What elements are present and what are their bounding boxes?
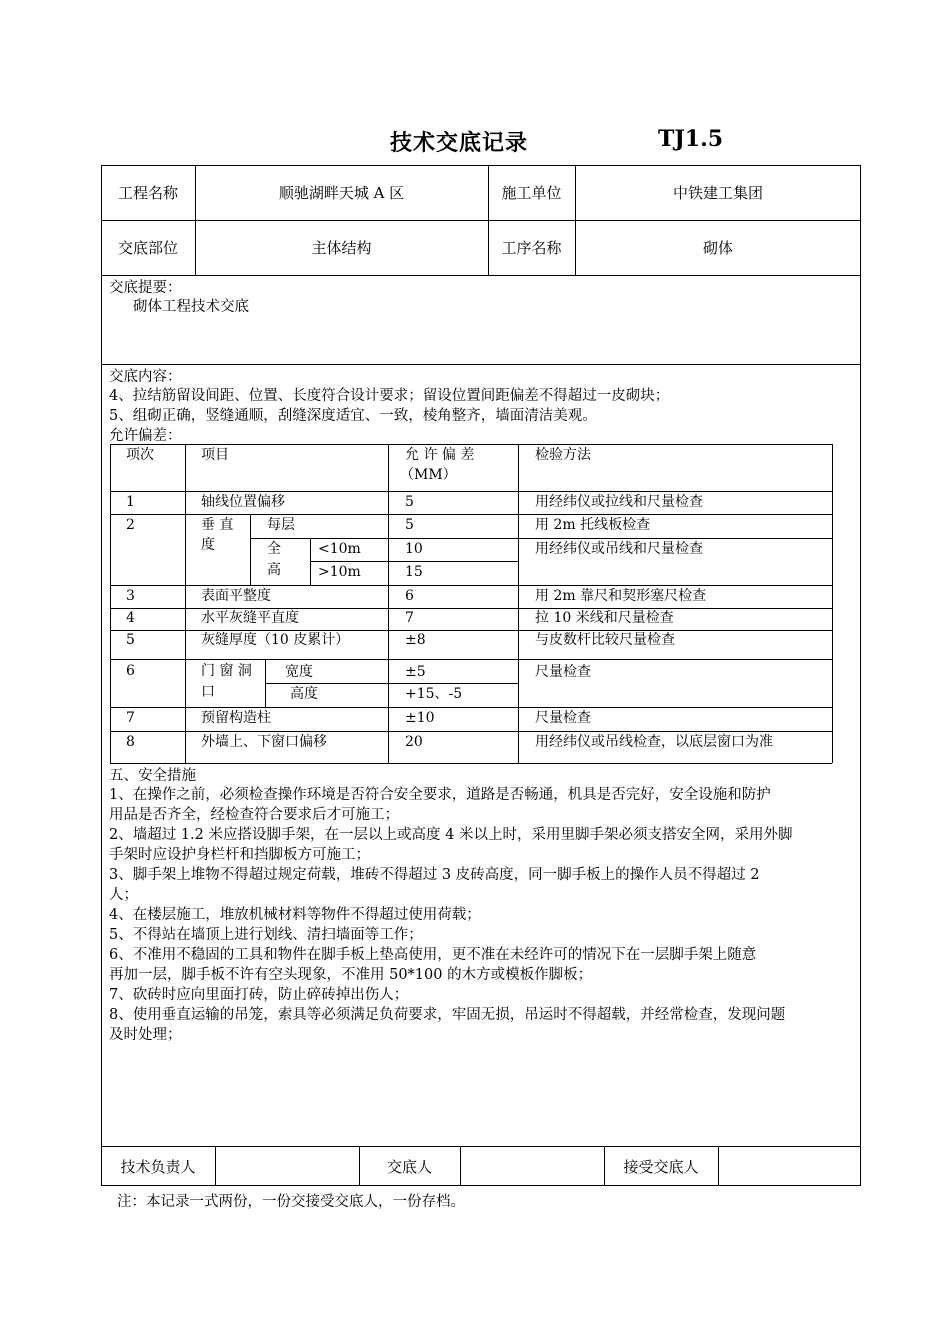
row-tolerance: ±5 [405,664,426,680]
page-title: 技术交底记录 [390,130,529,156]
row-tolerance: 10 [405,541,423,557]
row-tolerance: ±8 [405,632,426,648]
safety-line: 3、脚手架上堆物不得超过规定荷载，堆砖不得超过 3 皮砖高度，同一脚手板上的操作人员不得超过 2 [109,867,760,883]
col-header-no: 项次 [126,447,154,463]
tech-lead-label: 技术负责人 [120,1157,196,1176]
unit-value: 中铁建工集团 [672,184,763,202]
content-label: 交底内容： [109,369,182,385]
summary-text: 砌体工程技术交底 [133,299,249,315]
row-no: 6 [126,663,135,679]
row-subitem: 全 [267,541,281,557]
part-label: 交底部位 [117,239,178,257]
divider [101,364,861,365]
row-method: 用 2m 靠尺和契形塞尺检查 [535,588,707,604]
row-item: 垂 直 [201,517,234,533]
content-line: 5、组砌正确，竖缝通顺，刮缝深度适宜、一致，棱角整齐，墙面清洁美观。 [109,408,597,424]
safety-line: 4、在楼层施工，堆放机械材料等物件不得超过使用荷载； [109,907,481,923]
row-tolerance: 5 [405,517,414,533]
row-method: 拉 10 米线和尺量检查 [535,610,674,626]
row-subitem: 高 [267,562,281,578]
row-item: 表面平整度 [201,588,271,604]
receiver-signature-field[interactable] [718,1146,861,1186]
row-method: 与皮数杆比较尺量检查 [535,632,675,648]
row-item: 外墙上、下窗口偏移 [201,734,327,750]
row-no: 4 [126,610,135,626]
row-item: 口 [201,684,215,700]
project-label: 工程名称 [117,184,178,202]
row-item: 度 [201,537,215,553]
unit-label: 施工单位 [501,184,562,202]
safety-line: 用品是否齐全，经检查符合要求后才可施工； [109,807,399,823]
safety-line: 8、使用垂直运输的吊笼，索具等必须满足负荷要求，牢固无损，吊运时不得超载，并经常检查，发现问题 [109,1007,786,1023]
row-subitem: 每层 [267,517,295,533]
record-code: TJ1.5 [658,126,724,152]
row-no: 2 [126,517,135,533]
col-header-tolerance-unit: （MM） [400,467,457,483]
row-method: 用 2m 托线板检查 [535,517,651,533]
process-value: 砌体 [702,239,733,257]
discloser-signature-field[interactable] [460,1146,604,1186]
row-tolerance: 7 [405,610,414,626]
tech-lead-signature-field[interactable] [215,1146,359,1186]
row-no: 7 [126,710,135,726]
row-tolerance: 5 [405,494,414,510]
safety-heading: 五、安全措施 [109,768,196,784]
row-item: 门 窗 洞 [201,663,252,679]
row-tolerance: ±10 [405,710,435,726]
row-item: 灰缝厚度（10 皮累计） [201,632,350,648]
project-value: 顺驰湖畔天城 A 区 [278,184,405,202]
safety-line: 及时处理； [109,1027,182,1043]
row-tolerance: 15 [405,564,423,580]
footnote: 注：本记录一式两份，一份交接受交底人，一份存档。 [117,1194,465,1210]
row-item: 水平灰缝平直度 [201,610,299,626]
row-no: 3 [126,588,135,604]
divider [101,275,861,276]
row-method: 用经纬仪或吊线检查，以底层窗口为准 [535,734,773,750]
row-subitem: <10m [318,541,361,557]
tolerance-label: 允许偏差： [109,428,182,444]
row-method: 用经纬仪或吊线和尺量检查 [535,541,703,557]
part-value: 主体结构 [311,239,372,257]
row-subitem: 宽度 [285,664,313,680]
safety-line: 2、墙超过 1.2 米应搭设脚手架，在一层以上或高度 4 米以上时，采用里脚手架必须支搭安全网，采用外脚 [109,827,793,843]
row-method: 尺量检查 [535,710,591,726]
row-item: 轴线位置偏移 [201,494,285,510]
safety-line: 5、不得站在墙顶上进行划线、清扫墙面等工作； [109,927,423,943]
col-header-method: 检验方法 [535,447,591,463]
row-tolerance: +15、-5 [405,686,463,702]
row-tolerance: 6 [405,588,414,604]
receiver-label: 接受交底人 [623,1157,699,1176]
safety-line: 7、砍砖时应向里面打砖，防止碎砖掉出伤人； [109,987,409,1003]
row-no: 1 [126,494,135,510]
row-method: 用经纬仪或拉线和尺量检查 [535,494,703,510]
safety-line: 1、在操作之前，必须检查操作环境是否符合安全要求，道路是否畅通，机具是否完好，安全设施和防护 [109,787,771,803]
discloser-label: 交底人 [386,1157,432,1176]
content-line: 4、拉结筋留设间距、位置、长度符合设计要求；留设位置间距偏差不得超过一皮砌块； [109,388,670,404]
row-tolerance: 20 [405,734,423,750]
col-header-tolerance: 允 许 偏 差 [405,447,475,463]
row-no: 5 [126,632,135,648]
row-method: 尺量检查 [535,664,591,680]
row-no: 8 [126,734,135,750]
safety-line: 手架时应设护身栏杆和挡脚板方可施工； [109,847,370,863]
summary-label: 交底提要： [109,280,182,296]
col-header-item: 项目 [201,447,229,463]
row-subitem: >10m [318,564,361,580]
process-label: 工序名称 [501,239,562,257]
safety-line: 人； [109,887,138,903]
safety-line: 6、不准用不稳固的工具和物件在脚手板上垫高使用，更不准在未经许可的情况下在一层脚手架上随意 [109,947,757,963]
row-item: 预留构造柱 [201,710,271,726]
row-subitem: 高度 [290,686,318,702]
safety-line: 再加一层，脚手板不许有空头现象，不准用 50*100 的木方或模板作脚板； [109,967,593,983]
